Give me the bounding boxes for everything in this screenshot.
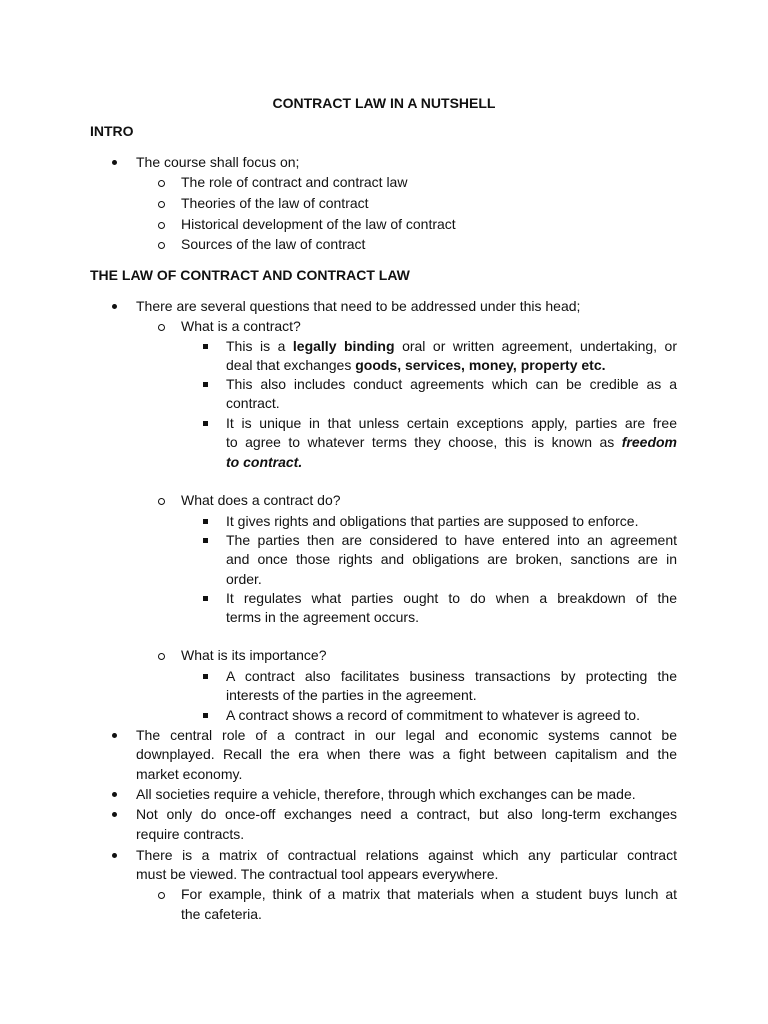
point-line: market economy.	[136, 766, 243, 782]
intro-item: Theories of the law of contract	[181, 195, 369, 211]
answer-line: order.	[226, 571, 262, 587]
point-line: must be viewed. The contractual tool appears everywhere.	[136, 866, 499, 882]
bullet-square	[203, 375, 208, 393]
answer-line: It gives rights and obligations that parties are supposed to enforce.	[226, 513, 639, 529]
answer-line: contract.	[226, 395, 280, 411]
bullet-square	[203, 414, 208, 432]
point-line: downplayed. Recall the era when there was a fight between capitalism and the	[136, 746, 677, 762]
bullet-square	[203, 667, 208, 685]
answer-line: It is unique in that unless certain exceptions apply, parties are free	[226, 415, 677, 431]
bullet-circle	[158, 195, 165, 213]
answer-text: oral or written agreement, undertaking, or	[394, 338, 677, 354]
answer-line: terms in the agreement occurs.	[226, 609, 419, 625]
answer-text: to agree to whatever terms they choose, this is known as	[226, 434, 622, 450]
bullet-circle	[158, 647, 165, 665]
section-heading: THE LAW OF CONTRACT AND CONTRACT LAW	[90, 267, 410, 283]
bullet-circle	[158, 318, 165, 336]
point-line: Not only do once-off exchanges need a contract, but also long-term exchanges	[136, 806, 677, 822]
intro-lead: The course shall focus on;	[136, 154, 300, 170]
answer-line: This also includes conduct agreements which can be credible as a	[226, 376, 677, 392]
bullet-circle	[158, 236, 165, 254]
bullet-circle	[158, 216, 165, 234]
answer-bold-italic: to contract.	[226, 454, 303, 470]
bullet-dot	[112, 785, 117, 803]
bullet-dot	[112, 153, 117, 171]
point-line: All societies require a vehicle, therefore, through which exchanges can be made.	[136, 786, 636, 802]
bullet-square	[203, 589, 208, 607]
answer-line: A contract also facilitates business transactions by protecting the	[226, 668, 677, 684]
answer-line	[226, 337, 677, 355]
point-line: the cafeteria.	[181, 906, 262, 922]
intro-item: Historical development of the law of contract	[181, 216, 456, 232]
answer-line: and once those rights and obligations are broken, sanctions are in	[226, 551, 677, 567]
answer-bold-italic: freedom	[621, 434, 677, 450]
bullet-square	[203, 706, 208, 724]
question-what-does-contract-do: What does a contract do?	[181, 492, 341, 508]
answer-line: A contract shows a record of commitment to whatever is agreed to.	[226, 707, 640, 723]
answer-line: The parties then are considered to have entered into an agreement	[226, 532, 677, 548]
bullet-dot	[112, 297, 117, 315]
bullet-circle	[158, 174, 165, 192]
bullet-square	[203, 531, 208, 549]
point-line: require contracts.	[136, 826, 245, 842]
question-importance: What is its importance?	[181, 647, 327, 663]
answer-bold: goods, services, money, property etc.	[355, 357, 606, 373]
question-what-is-contract: What is a contract?	[181, 318, 301, 334]
answer-line	[226, 453, 302, 471]
answer-bold: legally binding	[292, 338, 395, 354]
point-line: The central role of a contract in our legal and economic systems cannot be	[136, 727, 677, 743]
bullet-square	[203, 337, 208, 355]
intro-item: The role of contract and contract law	[181, 174, 408, 190]
answer-text: This is a	[226, 338, 293, 354]
bullet-dot	[112, 846, 117, 864]
answer-line: interests of the parties in the agreement.	[226, 687, 477, 703]
bullet-circle	[158, 886, 165, 904]
intro-item: Sources of the law of contract	[181, 236, 366, 252]
point-line: For example, think of a matrix that materials when a student buys lunch at	[181, 886, 677, 902]
bullet-circle	[158, 492, 165, 510]
intro-heading: INTRO	[90, 123, 134, 139]
answer-line	[226, 356, 606, 374]
bullet-dot	[112, 805, 117, 823]
section-lead: There are several questions that need to be addressed under this head;	[136, 298, 581, 314]
answer-text: deal that exchanges	[226, 357, 356, 373]
answer-line: It regulates what parties ought to do when a breakdown of the	[226, 590, 677, 606]
answer-line	[226, 433, 677, 451]
document-title: CONTRACT LAW IN A NUTSHELL	[272, 95, 496, 111]
bullet-square	[203, 512, 208, 530]
point-line: There is a matrix of contractual relations against which any particular contract	[136, 847, 677, 863]
bullet-dot	[112, 726, 117, 744]
